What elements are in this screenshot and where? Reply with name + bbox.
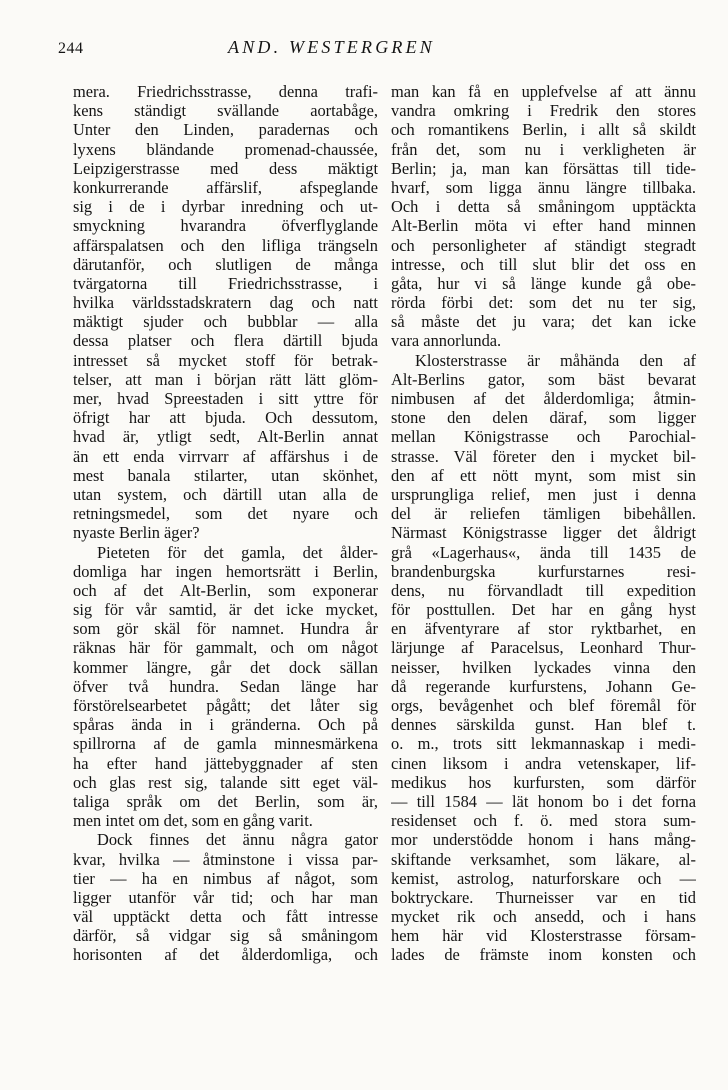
text-line: — till 1584 — lät honom bo i det forna — [391, 791, 696, 811]
text-line: stone den delen däraf, som ligger — [391, 408, 696, 428]
text-column-right — [391, 82, 696, 965]
text-line: gåta, hur vi så länge kunde gå obe- — [391, 273, 696, 293]
text-line: affärspalatsen och den lifliga trängseln — [73, 235, 378, 255]
text-line: o. m., trots sitt lekmannaskap i medi- — [391, 734, 696, 754]
text-line: som gör skäl för namnet. Hundra år — [73, 619, 378, 639]
text-line: ligger utanför vår tid; och har man — [73, 887, 378, 907]
text-line: del är reliefen tämligen bibehållen. — [391, 504, 696, 524]
text-line: lyxens bländande promenad-chaussée, — [73, 139, 378, 159]
text-line: och personligheter af ständigt stegradt — [391, 235, 696, 255]
text-line: Närmast Königstrasse ligger det åldrigt — [391, 523, 696, 543]
text-line: hvilka världsstadskratern dag och natt — [73, 293, 378, 313]
text-line: mest banala stilarter, utan skönhet, — [73, 465, 378, 485]
text-line: Leipzigerstrasse med dess mäktigt — [73, 158, 378, 178]
text-line: intresse, och till slut blir det oss en — [391, 254, 696, 274]
page-number: 244 — [58, 40, 84, 57]
text-line: vara annorlunda. — [391, 331, 502, 351]
text-line: mellan Königstrasse och Parochial- — [391, 427, 696, 447]
text-line: öfver två hundra. Sedan länge har — [73, 676, 378, 696]
text-line: nimbusen af det ålderdomliga; åtmin- — [391, 389, 696, 408]
text-line: Pieteten för det gamla, det ålder- — [97, 542, 378, 562]
text-line: hem här vid Klosterstrasse försam- — [391, 926, 696, 946]
text-line: och romantikens Berlin, i allt så skildt — [391, 120, 696, 140]
text-line: hvad är, ytligt sedt, Alt-Berlin annat — [73, 427, 378, 447]
text-line: dens, nu förvandladt till expedition — [391, 580, 696, 600]
text-line: telser, att man i början rätt lätt glöm- — [73, 369, 378, 389]
text-column-left — [73, 82, 378, 965]
text-line: än ett enda virrvarr af affärshus i de — [73, 446, 378, 466]
text-line: mycket rik och ansedd, och i hans — [391, 907, 696, 927]
text-line: neisser, hvilken lyckades vinna den — [391, 657, 696, 677]
text-line: tvärgatorna till Friedrichsstrasse, i — [73, 273, 378, 293]
text-line: skiftande verksamhet, som läkare, al- — [391, 849, 696, 869]
text-line: och glas rest sig, talande sitt eget väl- — [73, 772, 378, 792]
text-line: Alt-Berlin möta vi efter hand minnen — [391, 216, 696, 236]
text-line: räknas här för gammalt, och om något — [73, 638, 378, 658]
text-line: cinen liksom i andra vetenskaper, lif- — [391, 753, 696, 773]
text-line: men intet om det, som en gång varit. — [73, 811, 313, 831]
text-line: Klosterstrasse är måhända den af — [415, 350, 696, 370]
text-line: Och i detta så småningom upptäckta — [391, 197, 696, 217]
text-line: intresset så mycket stoff för betrak- — [73, 350, 378, 370]
text-line: vandra omkring i Fredrik den stores — [391, 101, 696, 121]
text-line: Berlin; ja, man kan försättas till tide- — [391, 158, 696, 178]
text-line: för posttullen. Det har en gång hyst — [391, 600, 696, 620]
text-line: utan system, och därtill utan alla de — [73, 484, 378, 504]
text-line: kvar, hvilka — åtminstone i vissa par- — [73, 849, 378, 869]
text-line: spåras ända in i gränderna. Och på — [73, 715, 378, 735]
text-line: lades de främste inom konsten och — [391, 945, 696, 965]
text-line: då regerande kurfurstens, Johann Ge- — [391, 676, 696, 696]
text-line: kommer längre, går det dock sällan — [73, 657, 378, 677]
text-line: Dock finnes det ännu några gator — [97, 830, 378, 850]
text-line: från det, som nu i verkligheten är — [391, 139, 696, 159]
text-line: hvarf, som ligga ännu längre tillbaka. — [391, 177, 696, 197]
text-line: förstörelsearbetet pågått; det låter sig — [73, 696, 378, 715]
text-line: Unter den Linden, paradernas och — [73, 120, 378, 140]
text-line: kemist, astrolog, naturforskare och — — [391, 868, 696, 888]
text-line: öfrigt har att bjuda. Och dessutom, — [73, 408, 378, 428]
text-line: dennes särskilda gunst. Han blef t. — [391, 715, 696, 735]
text-line: retningsmedel, som det nyare och — [73, 504, 378, 524]
text-line: taliga språk om det Berlin, som är, — [73, 791, 378, 811]
text-line: ursprungliga relief, men just i denna — [391, 484, 696, 504]
text-line: man kan få en upplefvelse af att ännu — [391, 82, 696, 101]
text-line: mera. Friedrichsstrasse, denna trafi- — [73, 82, 378, 101]
text-line: tier — ha en nimbus af något, som — [73, 868, 378, 888]
text-line: konkurrerande affärslif, afspeglande — [73, 177, 378, 197]
text-line: kens ständigt svällande aortabåge, — [73, 101, 378, 121]
text-line: spillrorna af de gamla minnesmärkena — [73, 734, 378, 754]
text-line: strasse. Väl företer den i mycket bil- — [391, 446, 696, 466]
text-line: domliga har ingen hemortsrätt i Berlin, — [73, 561, 378, 581]
text-line: så måste det ju vara; det kan icke — [391, 312, 696, 332]
text-line: smyckning hvarandra öfverflyglande — [73, 216, 378, 236]
text-line: sig i de i dyrbar inredning och ut- — [73, 197, 378, 217]
text-line: rörda förbi det: som det nu ter sig, — [391, 293, 696, 313]
text-line: horisonten af det ålderdomliga, och — [73, 945, 378, 965]
text-line: därför, så vidgar sig så småningom — [73, 926, 378, 946]
text-line: nyaste Berlin äger? — [73, 523, 200, 543]
text-line: orgs, bevågenhet och blef föremål för — [391, 696, 696, 715]
text-line: ha efter hand jättebyggnader af sten — [73, 753, 378, 773]
text-line: brandenburgska kurfurstarnes resi- — [391, 561, 696, 581]
text-line: boktryckare. Thurneisser var en tid — [391, 887, 696, 907]
text-line: mäktigt sjuder och bubblar — alla — [73, 312, 378, 332]
text-line: den af ett nött mynt, som mist sin — [391, 465, 696, 485]
text-line: residenset och f. ö. med stora sum- — [391, 811, 696, 831]
text-line: grå «Lagerhaus«, ända till 1435 de — [391, 542, 696, 562]
text-line: och af det Alt-Berlin, som exponerar — [73, 580, 378, 600]
text-line: Alt-Berlins gator, som bäst bevarat — [391, 369, 696, 389]
text-line: mer, hvad Spreestaden i sitt yttre för — [73, 389, 378, 408]
text-line: därutanför, och slutligen de många — [73, 254, 378, 274]
text-line: dessa platser och flera därtill bjuda — [73, 331, 378, 351]
text-line: väl upptäckt detta och fått intresse — [73, 907, 378, 927]
text-line: lärjunge af Paracelsus, Leonhard Thur- — [391, 638, 696, 658]
text-line: mor understödde honom i hans mång- — [391, 830, 696, 850]
text-line: medikus hos kurfursten, som därför — [391, 772, 696, 792]
text-line: sig för vår samtid, är det icke mycket, — [73, 600, 378, 620]
text-line: en äfventyrare af stor ryktbarhet, en — [391, 619, 696, 639]
running-head: AND. WESTERGREN — [228, 37, 435, 57]
